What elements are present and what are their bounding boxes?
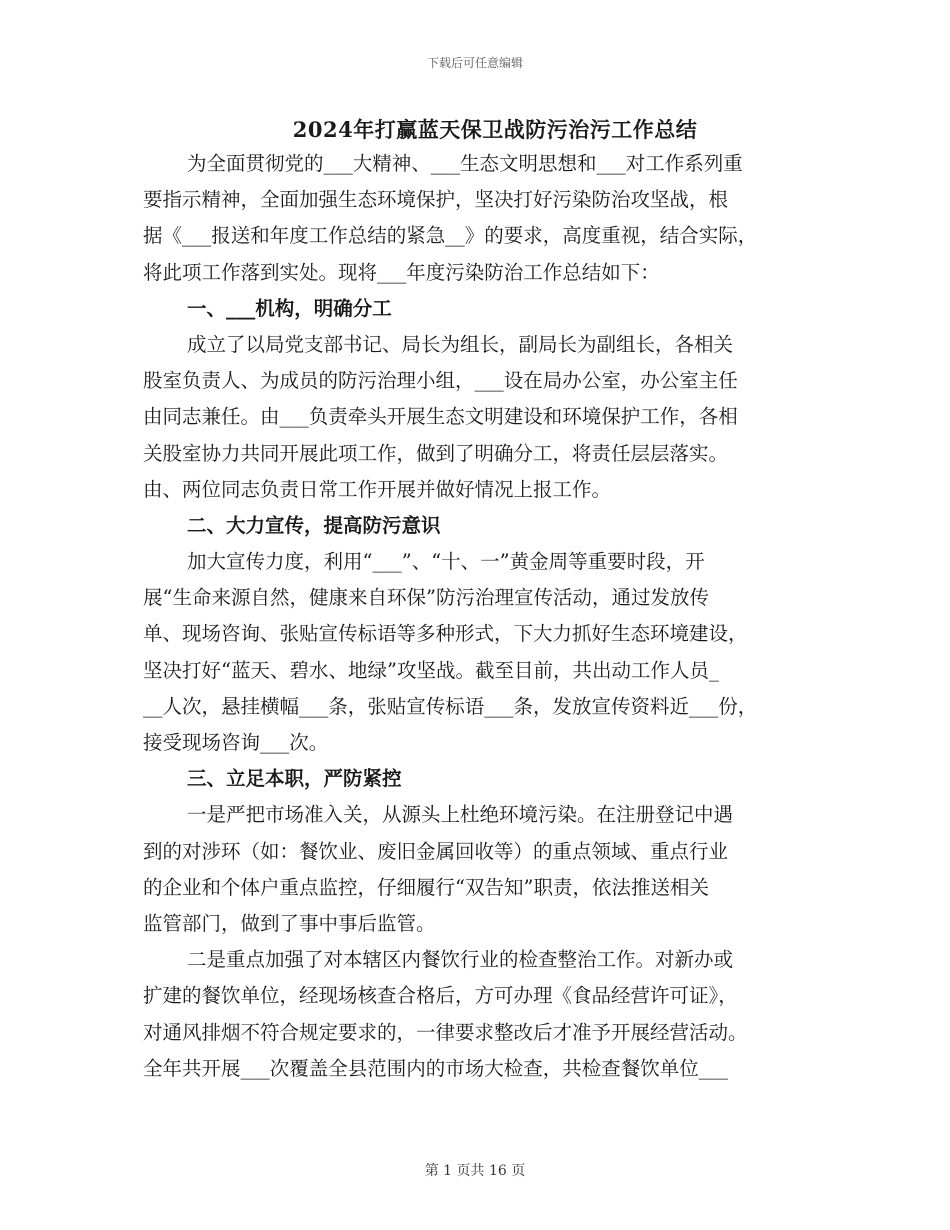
paragraph-line: 由同志兼任。由___负责牵头开展生态文明建设和环境保护工作，各相 — [143, 405, 738, 429]
paragraph-line: 的企业和个体户重点监控，仔细履行“双告知”职责，依法推送相关 — [143, 875, 709, 899]
paragraph-line: 为全面贯彻党的___大精神、___生态文明思想和___对工作系列重 — [187, 152, 743, 175]
paragraph-line: 对通风排烟不符合规定要求的，一律要求整改后才准予开展经营活动。 — [143, 1020, 748, 1044]
header-note: 下载后可任意编辑 — [426, 56, 523, 70]
section-heading: 二、大力宣传，提高防污意识 — [187, 513, 441, 537]
paragraph-line: 坚决打好“蓝天、碧水、地绿”攻坚战。截至目前，共出动工作人员_ — [143, 658, 719, 682]
paragraph-line: 加大宣传力度，利用“___”、“十、一”黄金周等重要时段，开 — [187, 550, 705, 574]
document-title: 2024年打赢蓝天保卫战防污治污工作总结 — [292, 117, 698, 142]
paragraph-line: 全年共开展___次覆盖全县范围内的市场大检查，共检查餐饮单位___ — [143, 1056, 729, 1080]
paragraph-line: 展“生命来源自然，健康来自环保”防污治理宣传活动，通过发放传 — [143, 586, 709, 610]
paragraph-line: 二是重点加强了对本辖区内餐饮行业的检查整治工作。对新办或 — [187, 948, 734, 972]
paragraph-line: 一是严把市场准入关，从源头上杜绝环境污染。在注册登记中遇 — [187, 803, 734, 827]
paragraph-line: 监管部门，做到了事中事后监管。 — [143, 911, 436, 935]
paragraph-line: 成立了以局党支部书记、局长为组长，副局长为副组长，各相关 — [187, 332, 734, 356]
paragraph-line: 股室负责人、为成员的防污治理小组，___设在局办公室，办公室主任 — [143, 369, 738, 393]
section-heading: 三、立足本职，严防紧控 — [187, 767, 402, 791]
paragraph-line: 扩建的餐饮单位，经现场核查合格后，方可办理《食品经营许可证》， — [143, 984, 738, 1008]
section-heading: 一、___机构，明确分工 — [187, 296, 392, 320]
paragraph-line: 将此项工作落到实处。现将___年度污染防治工作总结如下： — [143, 260, 660, 284]
paragraph-line: 到的对涉环（如：餐饮业、废旧金属回收等）的重点领域、重点行业 — [143, 839, 729, 863]
paragraph-line: 接受现场咨询___次。 — [143, 731, 329, 754]
paragraph-line: 据《___报送和年度工作总结的紧急__》的要求，高度重视，结合实际， — [143, 224, 758, 248]
paragraph-line: 单、现场咨询、张贴宣传标语等多种形式，下大力抓好生态环境建设， — [143, 622, 748, 646]
document-body — [143, 146, 808, 1087]
paragraph-line: __人次，悬挂横幅___条，张贴宣传标语___条，发放宣传资料近___份， — [143, 694, 758, 718]
paragraph-line: 关股室协力共同开展此项工作，做到了明确分工，将责任层层落实。 — [143, 441, 729, 465]
page-footer: 第 1 页共 16 页 — [424, 1163, 526, 1179]
paragraph-line: 由、两位同志负责日常工作开展并做好情况上报工作。 — [143, 477, 612, 501]
paragraph-line: 要指示精神，全面加强生态环境保护，坚决打好污染防治攻坚战，根 — [143, 188, 729, 212]
